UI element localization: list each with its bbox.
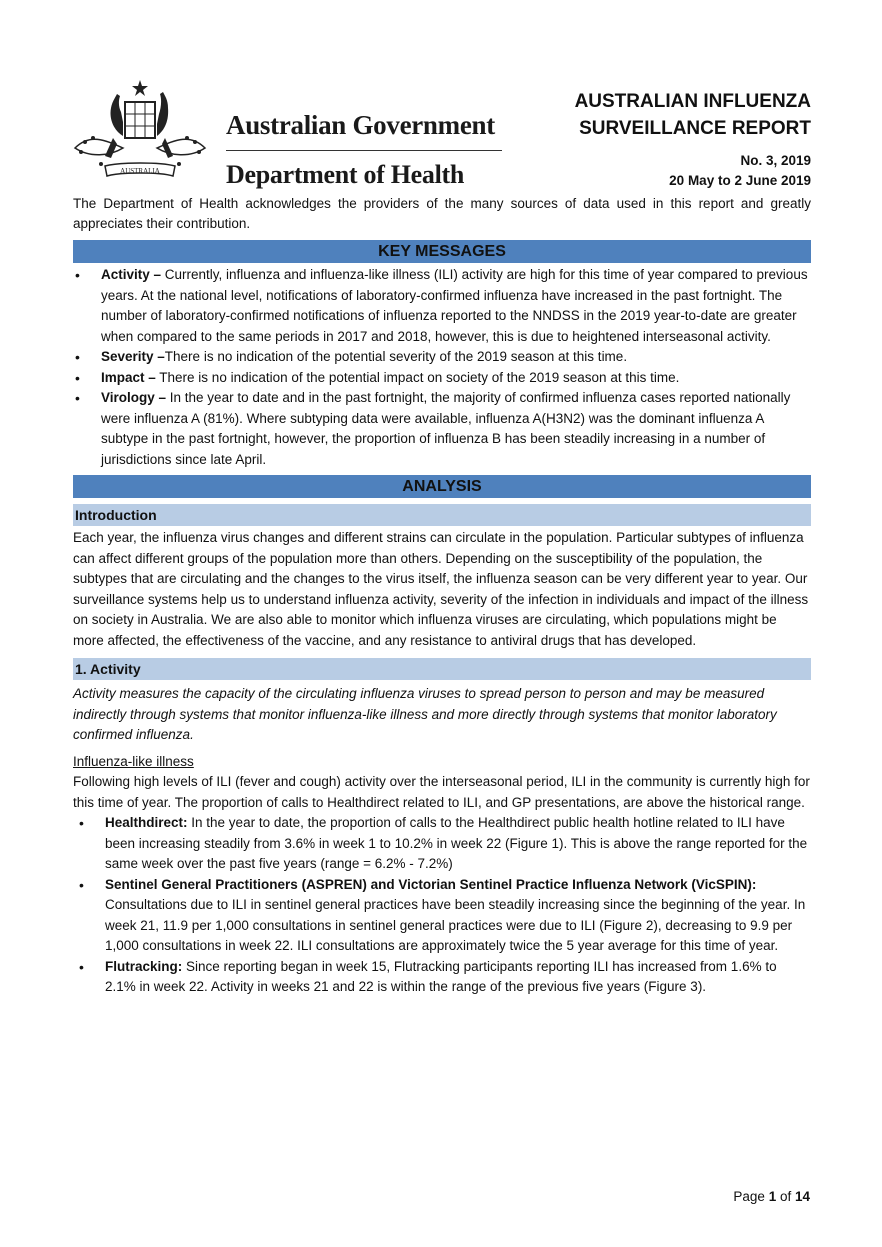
header-divider bbox=[226, 150, 502, 151]
crest-scroll-text: AUSTRALIA bbox=[120, 167, 160, 175]
government-name: Australian Government bbox=[226, 110, 495, 140]
activity-heading: 1. Activity bbox=[73, 658, 811, 680]
report-number: No. 3, 2019 bbox=[740, 153, 811, 168]
key-messages-heading: KEY MESSAGES bbox=[73, 240, 811, 263]
report-header bbox=[73, 78, 811, 190]
list-item: • Activity – Currently, influenza and influenza-like illness (ILI) activity are high for this time of year compared to previous years. At the national level, notifications of laboratory-confirmed influenza have increased in the past fortnight. The number of laboratory-confirmed notifications of influenza reported to the NNDSS in the 2019 year-to-date are greater when compared to the same periods in 2017 and 2018, however, this is due to heightened interseasonal activity. bbox=[73, 265, 811, 347]
introduction-text: Each year, the influenza virus changes and different strains can circulate in the population. Particular subtypes of influenza can affect different groups of the population more than others. Depending on the susceptibility of the population, the subtypes that are circulating and the changes to the virus itself, the influenza season can be very different year to year. Our surveillance systems help us to understand influenza activity, severity of the infection in individuals and impact of the illness on society in Australia. We are also able to monitor which influenza viruses are circulating, which populations might be more affected, the effectiveness of the vaccine, and any resistance to antiviral drugs that has developed. bbox=[73, 530, 809, 648]
report-title bbox=[575, 88, 811, 142]
ili-list bbox=[73, 813, 811, 998]
activity-intro-text: Activity measures the capacity of the circulating influenza viruses to spread person to person and may be measured indirectly through systems that monitor influenza-like illness and more directly through systems that monitor laboratory confirmed influenza. bbox=[73, 686, 777, 742]
acknowledgement-text: The Department of Health acknowledges the providers of the many sources of data used in this report and greatly appreciates their contribution. bbox=[73, 196, 811, 231]
ili-subheading: Influenza-like illness bbox=[73, 753, 194, 769]
list-item: • Severity –There is no indication of the potential severity of the 2019 season at this time. bbox=[73, 347, 811, 368]
ili-text: Following high levels of ILI (fever and cough) activity over the interseasonal period, ILI in the community is currently high for this time of year. The proportion of calls to Healthdirect related to ILI, and GP presentations, are above the historical range. bbox=[73, 774, 810, 810]
report-page bbox=[73, 78, 811, 998]
list-item: • Virology – In the year to date and in the past fortnight, the majority of confirmed influenza cases reported nationally were influenza A (81%). Where subtyping data were available, influenza A(H3N2) was the dominant influenza A subtype in the past fortnight, however, the proportion of influenza B has been steadily increasing in a number of jurisdictions since late April. bbox=[73, 388, 811, 470]
page-number: Page 1 of 14 bbox=[733, 1189, 810, 1204]
list-item: • Flutracking: Since reporting began in week 15, Flutracking participants reporting ILI has increased from 1.6% to 2.1% in week 22. Activity in weeks 21 and 22 is within the range of the previous five years (Figure 3). bbox=[73, 957, 811, 998]
analysis-heading: ANALYSIS bbox=[73, 475, 811, 498]
list-item: • Healthdirect: In the year to date, the proportion of calls to the Healthdirect public health hotline related to ILI have been increasing steadily from 3.6% in week 1 to 10.2% in week 22 (Figure 1). This is above the range reported for the same week over the past five years (range = 6.2% - 7.2%) bbox=[73, 813, 811, 875]
coat-of-arms-logo bbox=[65, 78, 215, 190]
report-title-line-1: AUSTRALIAN INFLUENZA bbox=[574, 91, 811, 112]
report-issue bbox=[669, 151, 811, 191]
list-item: • Impact – There is no indication of the potential impact on society of the 2019 season at this time. bbox=[73, 368, 811, 389]
report-title-line-2: SURVEILLANCE REPORT bbox=[579, 118, 811, 139]
department-name: Department of Health bbox=[226, 160, 465, 189]
list-item: • Sentinel General Practitioners (ASPREN) and Victorian Sentinel Practice Influenza Network (VicSPIN): Consultations due to ILI in sentinel general practices have been steadily increasing since the beginning of the year. In week 21, 11.9 per 1,000 consultations in sentinel general practices were due to ILI (Figure 2), decreasing to 9.9 per 1,000 consultations in week 22. ILI consultations are approximately twice the 5 year average for this time of year. bbox=[73, 875, 811, 957]
key-messages-list bbox=[73, 265, 811, 470]
report-period: 20 May to 2 June 2019 bbox=[669, 173, 811, 188]
introduction-heading: Introduction bbox=[73, 504, 811, 526]
